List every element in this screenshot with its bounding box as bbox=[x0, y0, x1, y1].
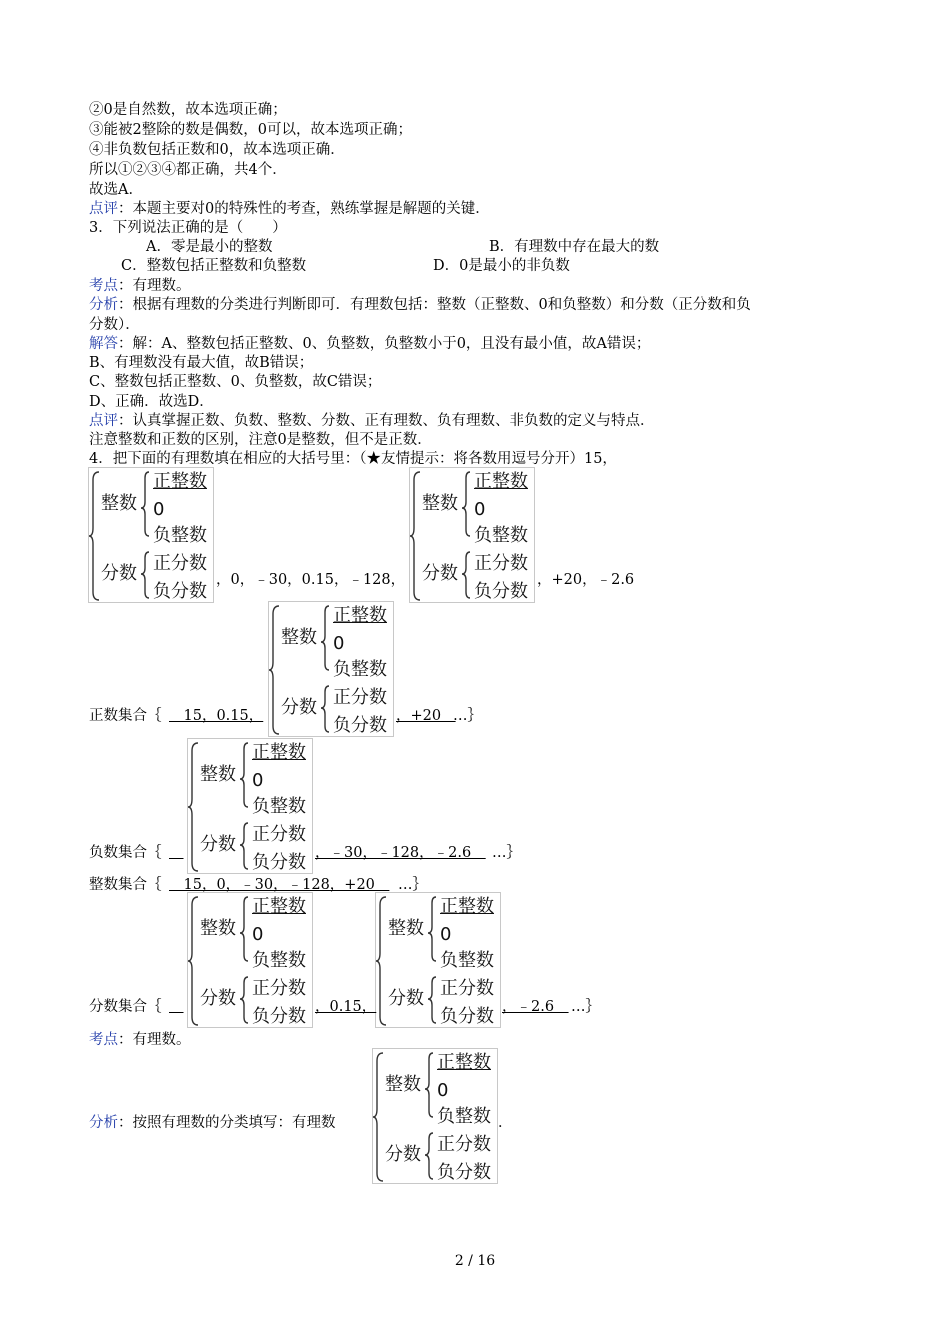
analysis-label: 分析 bbox=[89, 297, 118, 313]
question-3: 3．下列说法正确的是（ ） bbox=[89, 220, 287, 236]
line-conclusion: 所以①②③④都正确，共4个． bbox=[89, 162, 287, 178]
zero-label: 0 bbox=[440, 924, 452, 945]
line-even: ③能被2整除的数是偶数，0可以，故本选项正确； bbox=[89, 122, 412, 138]
negative-set-part1 bbox=[169, 844, 184, 863]
zero-label: 0 bbox=[153, 499, 165, 520]
positive-fraction-label: 正分数 bbox=[252, 824, 306, 845]
answer-text: ：解：A、整数包括正整数、0、负整数，负整数小于0，且没有最小值，故A错误； bbox=[118, 336, 651, 352]
kaodian-text: ：有理数。 bbox=[118, 278, 191, 294]
positive-integer-label: 正整数 bbox=[252, 742, 306, 763]
negative-set-end: …｝ bbox=[492, 845, 521, 861]
positive-fraction-label: 正分数 bbox=[437, 1134, 491, 1155]
option-d: D．0是最小的非负数 bbox=[433, 258, 570, 274]
rational-classification-figure bbox=[88, 467, 214, 603]
comment-label: 点评 bbox=[89, 201, 118, 217]
integer-label: 整数 bbox=[200, 918, 236, 939]
positive-integer-label: 正整数 bbox=[440, 896, 494, 917]
fraction-set-part3: ，﹣2.6 bbox=[502, 999, 569, 1015]
rational-classification-figure bbox=[268, 601, 394, 737]
rational-classification-figure bbox=[375, 892, 501, 1028]
review-text: ：认真掌握正数、负数、整数、分数、正有理数、负有理数、非负数的定义与特点． bbox=[118, 413, 655, 429]
positive-integer-label: 正整数 bbox=[437, 1052, 491, 1073]
zero-label: 0 bbox=[474, 499, 486, 520]
positive-integer-label: 正整数 bbox=[252, 896, 306, 917]
positive-fraction-label: 正分数 bbox=[440, 978, 494, 999]
q4-numbers-end: ，+20，﹣2.6 bbox=[537, 572, 635, 588]
integer-set-label: 整数集合｛ bbox=[89, 877, 162, 893]
fraction-set-end: …｝ bbox=[571, 999, 600, 1015]
rational-classification-figure bbox=[372, 1048, 498, 1184]
negative-fraction-label: 负分数 bbox=[252, 852, 306, 873]
kaodian-line bbox=[89, 277, 191, 296]
analysis-line-3 bbox=[89, 1114, 336, 1133]
analysis-line-2: 分数）． bbox=[89, 317, 140, 333]
negative-integer-label: 负整数 bbox=[437, 1106, 491, 1127]
negative-fraction-label: 负分数 bbox=[153, 581, 207, 602]
fraction-label: 分数 bbox=[388, 988, 424, 1009]
fraction-label: 分数 bbox=[200, 834, 236, 855]
review-line bbox=[89, 412, 655, 431]
analysis-label: 分析 bbox=[89, 1115, 118, 1131]
line-choice: 故选A． bbox=[89, 182, 143, 198]
positive-integer-label: 正整数 bbox=[153, 471, 207, 492]
positive-fraction-label: 正分数 bbox=[252, 978, 306, 999]
negative-integer-label: 负整数 bbox=[252, 950, 306, 971]
fraction-label: 分数 bbox=[281, 697, 317, 718]
zero-label: 0 bbox=[252, 924, 264, 945]
rational-classification-figure bbox=[187, 892, 313, 1028]
positive-fraction-label: 正分数 bbox=[333, 687, 387, 708]
positive-set-end: …｝ bbox=[453, 708, 482, 724]
comment-text: ：本题主要对0的特殊性的考查，熟练掌握是解题的关键． bbox=[118, 201, 490, 217]
line-zero-natural: ②0是自然数，故本选项正确； bbox=[89, 102, 287, 118]
analysis-text: ：按照有理数的分类填写：有理数 bbox=[118, 1115, 336, 1131]
answer-line bbox=[89, 335, 650, 354]
kaodian-label: 考点 bbox=[89, 1032, 118, 1048]
negative-set-part2: ，﹣30，﹣128，﹣2.6 bbox=[315, 845, 486, 861]
kaodian-line-2 bbox=[89, 1031, 191, 1050]
positive-set-part1: 15，0.15， bbox=[169, 708, 264, 724]
integer-label: 整数 bbox=[281, 627, 317, 648]
rational-classification-figure bbox=[409, 467, 535, 603]
answer-label: 解答 bbox=[89, 336, 118, 352]
integer-label: 整数 bbox=[388, 918, 424, 939]
line-nonneg: ④非负数包括正数和0，故本选项正确． bbox=[89, 142, 345, 158]
integer-label: 整数 bbox=[200, 764, 236, 785]
positive-fraction-label: 正分数 bbox=[153, 553, 207, 574]
positive-fraction-label: 正分数 bbox=[474, 553, 528, 574]
positive-integer-label: 正整数 bbox=[333, 605, 387, 626]
q4-numbers-mid: ，0，﹣30，0.15，﹣128， bbox=[216, 572, 406, 588]
positive-set-part2: ，+20 bbox=[396, 708, 456, 724]
rational-classification-figure bbox=[187, 738, 313, 874]
negative-fraction-label: 负分数 bbox=[333, 715, 387, 736]
negative-integer-label: 负整数 bbox=[333, 659, 387, 680]
zero-label: 0 bbox=[437, 1080, 449, 1101]
zero-label: 0 bbox=[252, 770, 264, 791]
answer-d: D、正确．故选D． bbox=[89, 394, 214, 410]
fraction-set-part1 bbox=[169, 998, 184, 1017]
fraction-label: 分数 bbox=[385, 1144, 421, 1165]
integer-label: 整数 bbox=[422, 493, 458, 514]
negative-integer-label: 负整数 bbox=[252, 796, 306, 817]
positive-integer-label: 正整数 bbox=[474, 471, 528, 492]
fraction-label: 分数 bbox=[422, 563, 458, 584]
answer-b: B、有理数没有最大值，故B错误； bbox=[89, 355, 314, 371]
option-b: B．有理数中存在最大的数 bbox=[489, 239, 660, 255]
note-line: 注意整数和正数的区别，注意0是整数，但不是正数． bbox=[89, 432, 432, 448]
negative-integer-label: 负整数 bbox=[440, 950, 494, 971]
fraction-set-label: 分数集合｛ bbox=[89, 999, 162, 1015]
negative-fraction-label: 负分数 bbox=[252, 1006, 306, 1027]
fraction-set-part2: ，0.15， bbox=[315, 999, 377, 1015]
analysis-end: ． bbox=[498, 1115, 513, 1131]
negative-fraction-label: 负分数 bbox=[474, 581, 528, 602]
kaodian-label: 考点 bbox=[89, 278, 118, 294]
answer-c: C、整数包括正整数、0、负整数，故C错误； bbox=[89, 374, 382, 390]
option-a: A．零是最小的整数 bbox=[146, 239, 273, 255]
option-c: C．整数包括正整数和负整数 bbox=[121, 258, 307, 274]
positive-set-label: 正数集合｛ bbox=[89, 708, 162, 724]
analysis-text: ：根据有理数的分类进行判断即可．有理数包括：整数（正整数、0和负整数）和分数（正分数和负 bbox=[118, 297, 751, 313]
kaodian-text: ：有理数。 bbox=[118, 1032, 191, 1048]
negative-fraction-label: 负分数 bbox=[440, 1006, 494, 1027]
comment-line bbox=[89, 200, 490, 219]
integer-set-end: …｝ bbox=[398, 877, 427, 893]
integer-set-values: 15，0，﹣30，﹣128，+20 bbox=[169, 877, 390, 893]
question-4: 4．把下面的有理数填在相应的大括号里：（★友情提示：将各数用逗号分开）15， bbox=[89, 451, 617, 467]
fraction-label: 分数 bbox=[101, 563, 137, 584]
page-number: 2 / 16 bbox=[454, 1253, 496, 1269]
fraction-label: 分数 bbox=[200, 988, 236, 1009]
negative-set-label: 负数集合｛ bbox=[89, 845, 162, 861]
negative-integer-label: 负整数 bbox=[474, 525, 528, 546]
integer-label: 整数 bbox=[385, 1074, 421, 1095]
analysis-line bbox=[89, 296, 751, 315]
negative-integer-label: 负整数 bbox=[153, 525, 207, 546]
integer-label: 整数 bbox=[101, 493, 137, 514]
negative-fraction-label: 负分数 bbox=[437, 1162, 491, 1183]
review-label: 点评 bbox=[89, 413, 118, 429]
zero-label: 0 bbox=[333, 633, 345, 654]
